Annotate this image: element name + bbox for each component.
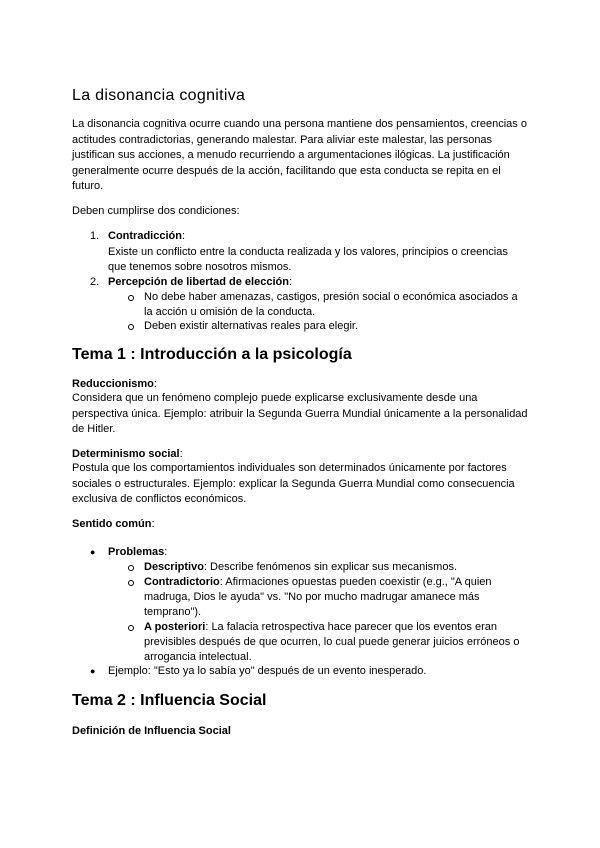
contradictorio-desc: : Afirmaciones opuestas pueden coexistir (e.g., "A quien bbox=[219, 576, 492, 588]
contradiccion-desc-line: Existe un conflicto entre la conducta realizada y los valores, principios o creencias bbox=[108, 246, 508, 258]
list-number-1: 1. bbox=[90, 230, 100, 242]
libertad-sub1-line: la acción u omisión de la conducta. bbox=[144, 306, 316, 318]
aposteriori-desc: : La falacia retrospectiva hace parecer que los eventos eran bbox=[205, 621, 497, 633]
term-colon: : bbox=[181, 230, 186, 242]
aposteriori-desc-line: previsibles después de que ocurren, lo cual puede generar juicios erróneos o bbox=[144, 636, 520, 648]
term-reduccionismo: Reduccionismo bbox=[72, 378, 154, 390]
descriptivo-item bbox=[144, 560, 457, 575]
aposteriori-item bbox=[144, 620, 497, 635]
filled-bullet-icon: ● bbox=[90, 666, 96, 676]
section-title-dissonance: La disonancia cognitiva bbox=[72, 87, 246, 104]
term-aposteriori: A posteriori bbox=[144, 621, 206, 633]
contradictorio-item bbox=[144, 575, 492, 590]
problemas-item bbox=[108, 545, 167, 560]
contradictorio-desc-line: madruga, Dios le ayuda" vs. "No por mucho madrugar amanece más bbox=[144, 591, 480, 603]
term-colon: : bbox=[164, 546, 168, 558]
term-sentido-comun: Sentido común bbox=[72, 518, 152, 530]
term-colon: : bbox=[288, 276, 293, 288]
list-item-contradiccion bbox=[108, 229, 185, 244]
libertad-sub1-line: No debe haber amenazas, castigos, presión social o económica asociados a bbox=[144, 291, 518, 303]
term-contradiccion: Contradicción bbox=[108, 230, 182, 242]
ejemplo-item: Ejemplo: "Esto ya lo sabía yo" después de un evento inesperado. bbox=[108, 665, 427, 677]
term-colon: : bbox=[151, 518, 155, 530]
conditions-intro: Deben cumplirse dos condiciones: bbox=[72, 205, 240, 217]
term-colon: : bbox=[179, 448, 183, 460]
hollow-bullet-icon bbox=[128, 565, 134, 571]
dissonance-intro-paragraph: La disonancia cognitiva ocurre cuando una persona mantiene dos pensamientos, creencias o actitudes contradictorias, generando malestar. Para aliviar este malestar, las personas justifican sus acciones, a menudo recurriendo a argumentaciones ilógicas. La justificación generalmente ocurre después de la acción, facilitando que esta conducta se repita en el futuro. bbox=[72, 118, 527, 192]
hollow-bullet-icon bbox=[128, 580, 134, 586]
definicion-heading: Definición de Influencia Social bbox=[72, 725, 231, 737]
contradiccion-desc-line: que tenemos sobre nosotros mismos. bbox=[108, 261, 292, 273]
term-colon: : bbox=[153, 378, 157, 390]
descriptivo-desc: : Describe fenómenos sin explicar sus mecanismos. bbox=[203, 561, 458, 573]
term-contradictorio: Contradictorio bbox=[144, 576, 220, 588]
term-libertad: Percepción de libertad de elección bbox=[108, 276, 289, 288]
section-title-tema1: Tema 1 : Introducción a la psicología bbox=[72, 346, 352, 363]
hollow-bullet-icon bbox=[128, 625, 134, 631]
list-item-libertad bbox=[108, 275, 292, 290]
determinismo-paragraph: Postula que los comportamientos individuales son determinados únicamente por factores sociales o estructurales. Ejemplo: explicar la Segunda Guerra Mundial como consecuencia exclusiva de conflictos económicos. bbox=[72, 462, 515, 505]
term-descriptivo: Descriptivo bbox=[144, 561, 204, 573]
reduccionismo-heading bbox=[72, 377, 157, 392]
determinismo-heading bbox=[72, 447, 183, 462]
section-title-tema2: Tema 2 : Influencia Social bbox=[72, 692, 267, 709]
filled-bullet-icon: ● bbox=[90, 547, 96, 557]
list-number-2: 2. bbox=[90, 276, 100, 288]
sentido-comun-heading bbox=[72, 517, 155, 532]
libertad-sub2: Deben existir alternativas reales para elegir. bbox=[144, 320, 359, 332]
contradictorio-desc-line: temprano"). bbox=[144, 606, 202, 618]
hollow-bullet-icon bbox=[128, 324, 134, 330]
aposteriori-desc-line: arrogancia intelectual. bbox=[144, 651, 252, 663]
term-problemas: Problemas bbox=[108, 546, 165, 558]
hollow-bullet-icon bbox=[128, 295, 134, 301]
reduccionismo-paragraph: Considera que un fenómeno complejo puede explicarse exclusivamente desde una perspectiva única. Ejemplo: atribuir la Segunda Guerra Mundial únicamente a la personalidad de Hitler. bbox=[72, 392, 528, 435]
term-determinismo: Determinismo social bbox=[72, 448, 180, 460]
